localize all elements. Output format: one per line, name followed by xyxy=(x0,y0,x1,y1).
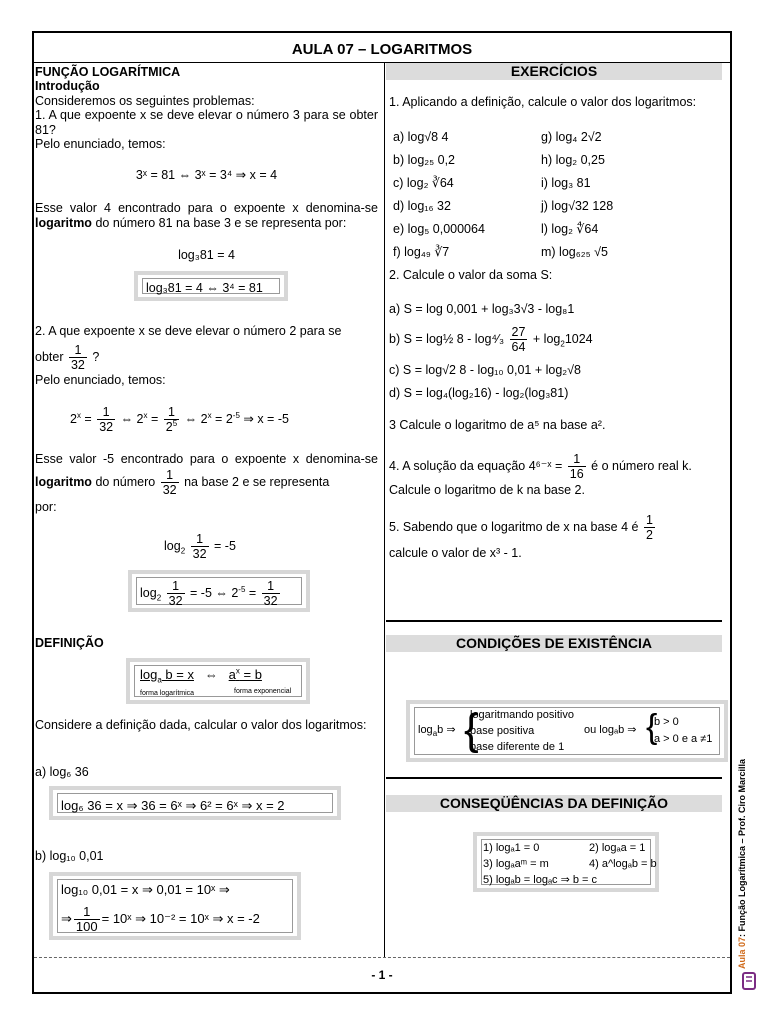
conseq-item-5: 5) logₐb = logₐc ⇒ b = c xyxy=(483,874,598,886)
question-2: 2. Calcule o valor da soma S: xyxy=(389,268,553,282)
q1-item: a) log√8 4 xyxy=(393,130,449,144)
text-part: na base 2 e se representa xyxy=(184,474,330,489)
q1-item: l) log₂ ∜64 xyxy=(541,222,599,236)
document-title: AULA 07 – LOGARITMOS xyxy=(291,41,473,58)
conseq-item-3: 3) logₐaᵐ = m xyxy=(483,858,549,870)
label-forma-exponencial: forma exponencial xyxy=(234,688,292,695)
q1-item: b) log₂₅ 0,2 xyxy=(393,153,456,167)
text-part: Esse valor 4 encontrado para o expoente x denomina-se xyxy=(35,201,378,215)
consequencias-box xyxy=(473,832,659,892)
q2-item-a: a) S = log 0,001 + log₃3√3 - log₈1 xyxy=(389,302,575,316)
q1-item: d) log₁₆ 32 xyxy=(393,199,451,213)
keyword-logaritmo: logaritmo xyxy=(35,474,92,489)
section-rule xyxy=(386,620,722,622)
fraction-1-32: $\frac{1}{32}$ xyxy=(162,468,177,497)
exercise-b-line-2: ⇒ $\frac{1}{100}$ = 10ˣ ⇒ 10⁻² = 10ˣ ⇒ x = -2 xyxy=(61,904,260,935)
exercise-b-line-2-rest: = 10ˣ ⇒ 10⁻² = 10ˣ ⇒ x = -2 xyxy=(101,911,260,926)
q4-text-b: é o número real k. xyxy=(591,459,692,473)
q1-item: h) log₂ 0,25 xyxy=(541,153,605,167)
definition-formula: $\log_a b = x$ ⇔ $a^x = b$ xyxy=(140,666,262,685)
q4-text-a: 4. A solução da equação 4⁶⁻ˣ = xyxy=(389,459,563,473)
question-mark: ? xyxy=(92,350,100,364)
q1-item: e) log₅ 0,000064 xyxy=(393,222,485,236)
q2-item-c: c) S = log√2 8 - log₁₀ 0,01 + log₂√8 xyxy=(389,363,581,377)
q1-item: c) log₂ ∛64 xyxy=(393,176,454,190)
exercise-b-label: b) log₁₀ 0,01 xyxy=(35,849,104,863)
condicoes-box xyxy=(406,700,728,762)
text-part: do número 81 na base 3 e se representa por: xyxy=(95,216,347,230)
fraction-27-64: $\frac{27}{64}$ xyxy=(511,325,526,355)
exercise-a-label: a) log₆ 36 xyxy=(35,765,89,779)
text-part: Esse valor -5 encontrado para o expoente x denomina-se xyxy=(35,452,378,466)
cond-item: base diferente de 1 xyxy=(470,741,565,753)
side-label-rest: : Função Logarítmica – Prof. Ciro Marcilla xyxy=(737,758,747,937)
question-3: 3 Calcule o logaritmo de a⁵ na base a². xyxy=(389,418,606,432)
exercicios-header: EXERCÍCIOS xyxy=(386,63,722,80)
exercise-a-box xyxy=(49,786,341,820)
cond-right-item: a > 0 e a ≠1 xyxy=(654,733,713,745)
intro-line-2: 1. A que expoente x se deve elevar o número 3 para se obter 81? xyxy=(35,108,378,137)
equation-2: $2^x$ = $\frac{1}{32}$ ⇔ $2^x$ = $\frac{1}{2^5}$ ⇔ $2^x = 2^{-5}$ ⇒ x = -5 xyxy=(70,405,289,435)
equation-1: 3ˣ = 81 ⇔ 3ˣ = 3⁴ ⇒ x = 4 xyxy=(135,168,278,182)
question-1: 1. Aplicando a definição, calcule o valor dos logaritmos: xyxy=(389,95,697,109)
exercise-b-line-1: log₁₀ 0,01 = x ⇒ 0,01 = 10ˣ ⇒ xyxy=(61,882,230,897)
q2-item-b-text: b) S = log½ 8 - log⁴⁄₃ xyxy=(389,332,505,346)
exercise-a-solution: log₆ 36 = x ⇒ 36 = 6ˣ ⇒ 6² = 6ˣ ⇒ x = 2 xyxy=(61,798,285,813)
result-box-2 xyxy=(128,570,310,612)
question-4-line-2: Calcule o logaritmo de k na base 2. xyxy=(389,483,585,497)
result-box-1-text: log₃81 = 4 ⇔ 3⁴ = 81 xyxy=(146,281,263,295)
definicao-title: DEFINIÇÃO xyxy=(35,636,104,650)
text-part: do número xyxy=(95,474,156,489)
q1-item: i) log₃ 81 xyxy=(541,176,591,190)
cond-or: ou logₐb ⇒ xyxy=(584,724,637,736)
cond-item: base positiva xyxy=(470,725,535,737)
condicoes-header: CONDIÇÕES DE EXISTÊNCIA xyxy=(386,635,722,652)
paragraph-logaritmo-2 xyxy=(35,451,378,497)
intro-title: Introdução xyxy=(35,79,100,93)
cond-right-list xyxy=(654,714,712,748)
conseq-item-4: 4) a^logₐb = b xyxy=(589,858,657,870)
paragraph-logaritmo-1 xyxy=(35,201,378,231)
q1-item: g) log₄ 2√2 xyxy=(541,130,602,144)
fraction-1-32: $\frac{1}{32}$ xyxy=(70,343,85,373)
question-4 xyxy=(389,449,692,483)
q2-item-d: d) S = log₄(log₂16) - log₂(log₃81) xyxy=(389,386,569,400)
obter-word: obter xyxy=(35,350,64,364)
result-box-2-text: $\log_2$ $\frac{1}{32}$ = -5 ⇔ $2^{-5}$ = $\frac{1}{32}$ xyxy=(140,579,278,609)
section-rule xyxy=(386,777,722,779)
log-statement-1: log₃81 = 4 xyxy=(178,248,235,262)
book-icon xyxy=(742,972,756,990)
consequencias-header: CONSEQÜÊNCIAS DA DEFINIÇÃO xyxy=(386,795,722,812)
conseq-item-1: 1) logₐ1 = 0 xyxy=(483,842,540,854)
side-label xyxy=(737,729,747,969)
keyword-logaritmo: logaritmo xyxy=(35,216,92,230)
brace-left: { xyxy=(464,705,479,754)
problem-2-enunciado: Pelo enunciado, temos: xyxy=(35,373,166,387)
definition-box xyxy=(126,658,310,704)
q2-item-b: b) S = log½ 8 - log⁴⁄₃ $\frac{27}{64}$ + $\log_21024$ xyxy=(389,325,593,355)
q1-item: f) log₄₉ ∛7 xyxy=(393,245,450,259)
question-5 xyxy=(389,510,657,544)
q1-item: j) log√32 128 xyxy=(541,199,614,213)
q1-left-list xyxy=(393,126,485,264)
q5-text-a: 5. Sabendo que o logaritmo de x na base 4 é xyxy=(389,520,639,534)
page-number: - 1 - xyxy=(371,968,393,982)
cond-item: logaritmando positivo xyxy=(470,709,574,721)
section-title: FUNÇÃO LOGARÍTMICA xyxy=(35,65,181,79)
brace-right: { xyxy=(646,708,658,746)
side-label-lesson: Aula 07 xyxy=(737,936,747,969)
q1-item: m) log₆₂₅ √5 xyxy=(541,245,608,259)
conseq-item-2: 2) logₐa = 1 xyxy=(589,842,646,854)
cond-list xyxy=(470,707,574,755)
problem-2-obter xyxy=(35,342,99,372)
cond-log-left: $\log_ab$ ⇒ xyxy=(418,724,456,739)
consider-text: Considere a definição dada, calcular o valor dos logaritmos: xyxy=(35,718,367,732)
exercise-b-box xyxy=(49,872,301,940)
result-box-1 xyxy=(134,271,288,301)
intro-line-3: Pelo enunciado, temos: xyxy=(35,137,166,151)
log-statement-2: $\log_2$ $\frac{1}{32}$ = -5 xyxy=(164,532,236,562)
fraction-1-16: $\frac{1}{16}$ xyxy=(569,452,584,482)
cond-right-item: b > 0 xyxy=(654,716,679,728)
label-forma-logaritmica: forma logarítmica xyxy=(140,690,195,697)
q1-right-list xyxy=(541,126,613,264)
column-divider xyxy=(384,63,385,957)
question-5-line-2: calcule o valor de x³ - 1. xyxy=(389,546,522,560)
text-por: por: xyxy=(35,500,57,514)
fraction-1-2: $\frac{1}{2}$ xyxy=(645,513,653,543)
footer-divider xyxy=(34,957,730,958)
problem-2-text: 2. A que expoente x se deve elevar o número 2 para se xyxy=(35,324,342,338)
intro-line-1: Consideremos os seguintes problemas: xyxy=(35,94,255,108)
